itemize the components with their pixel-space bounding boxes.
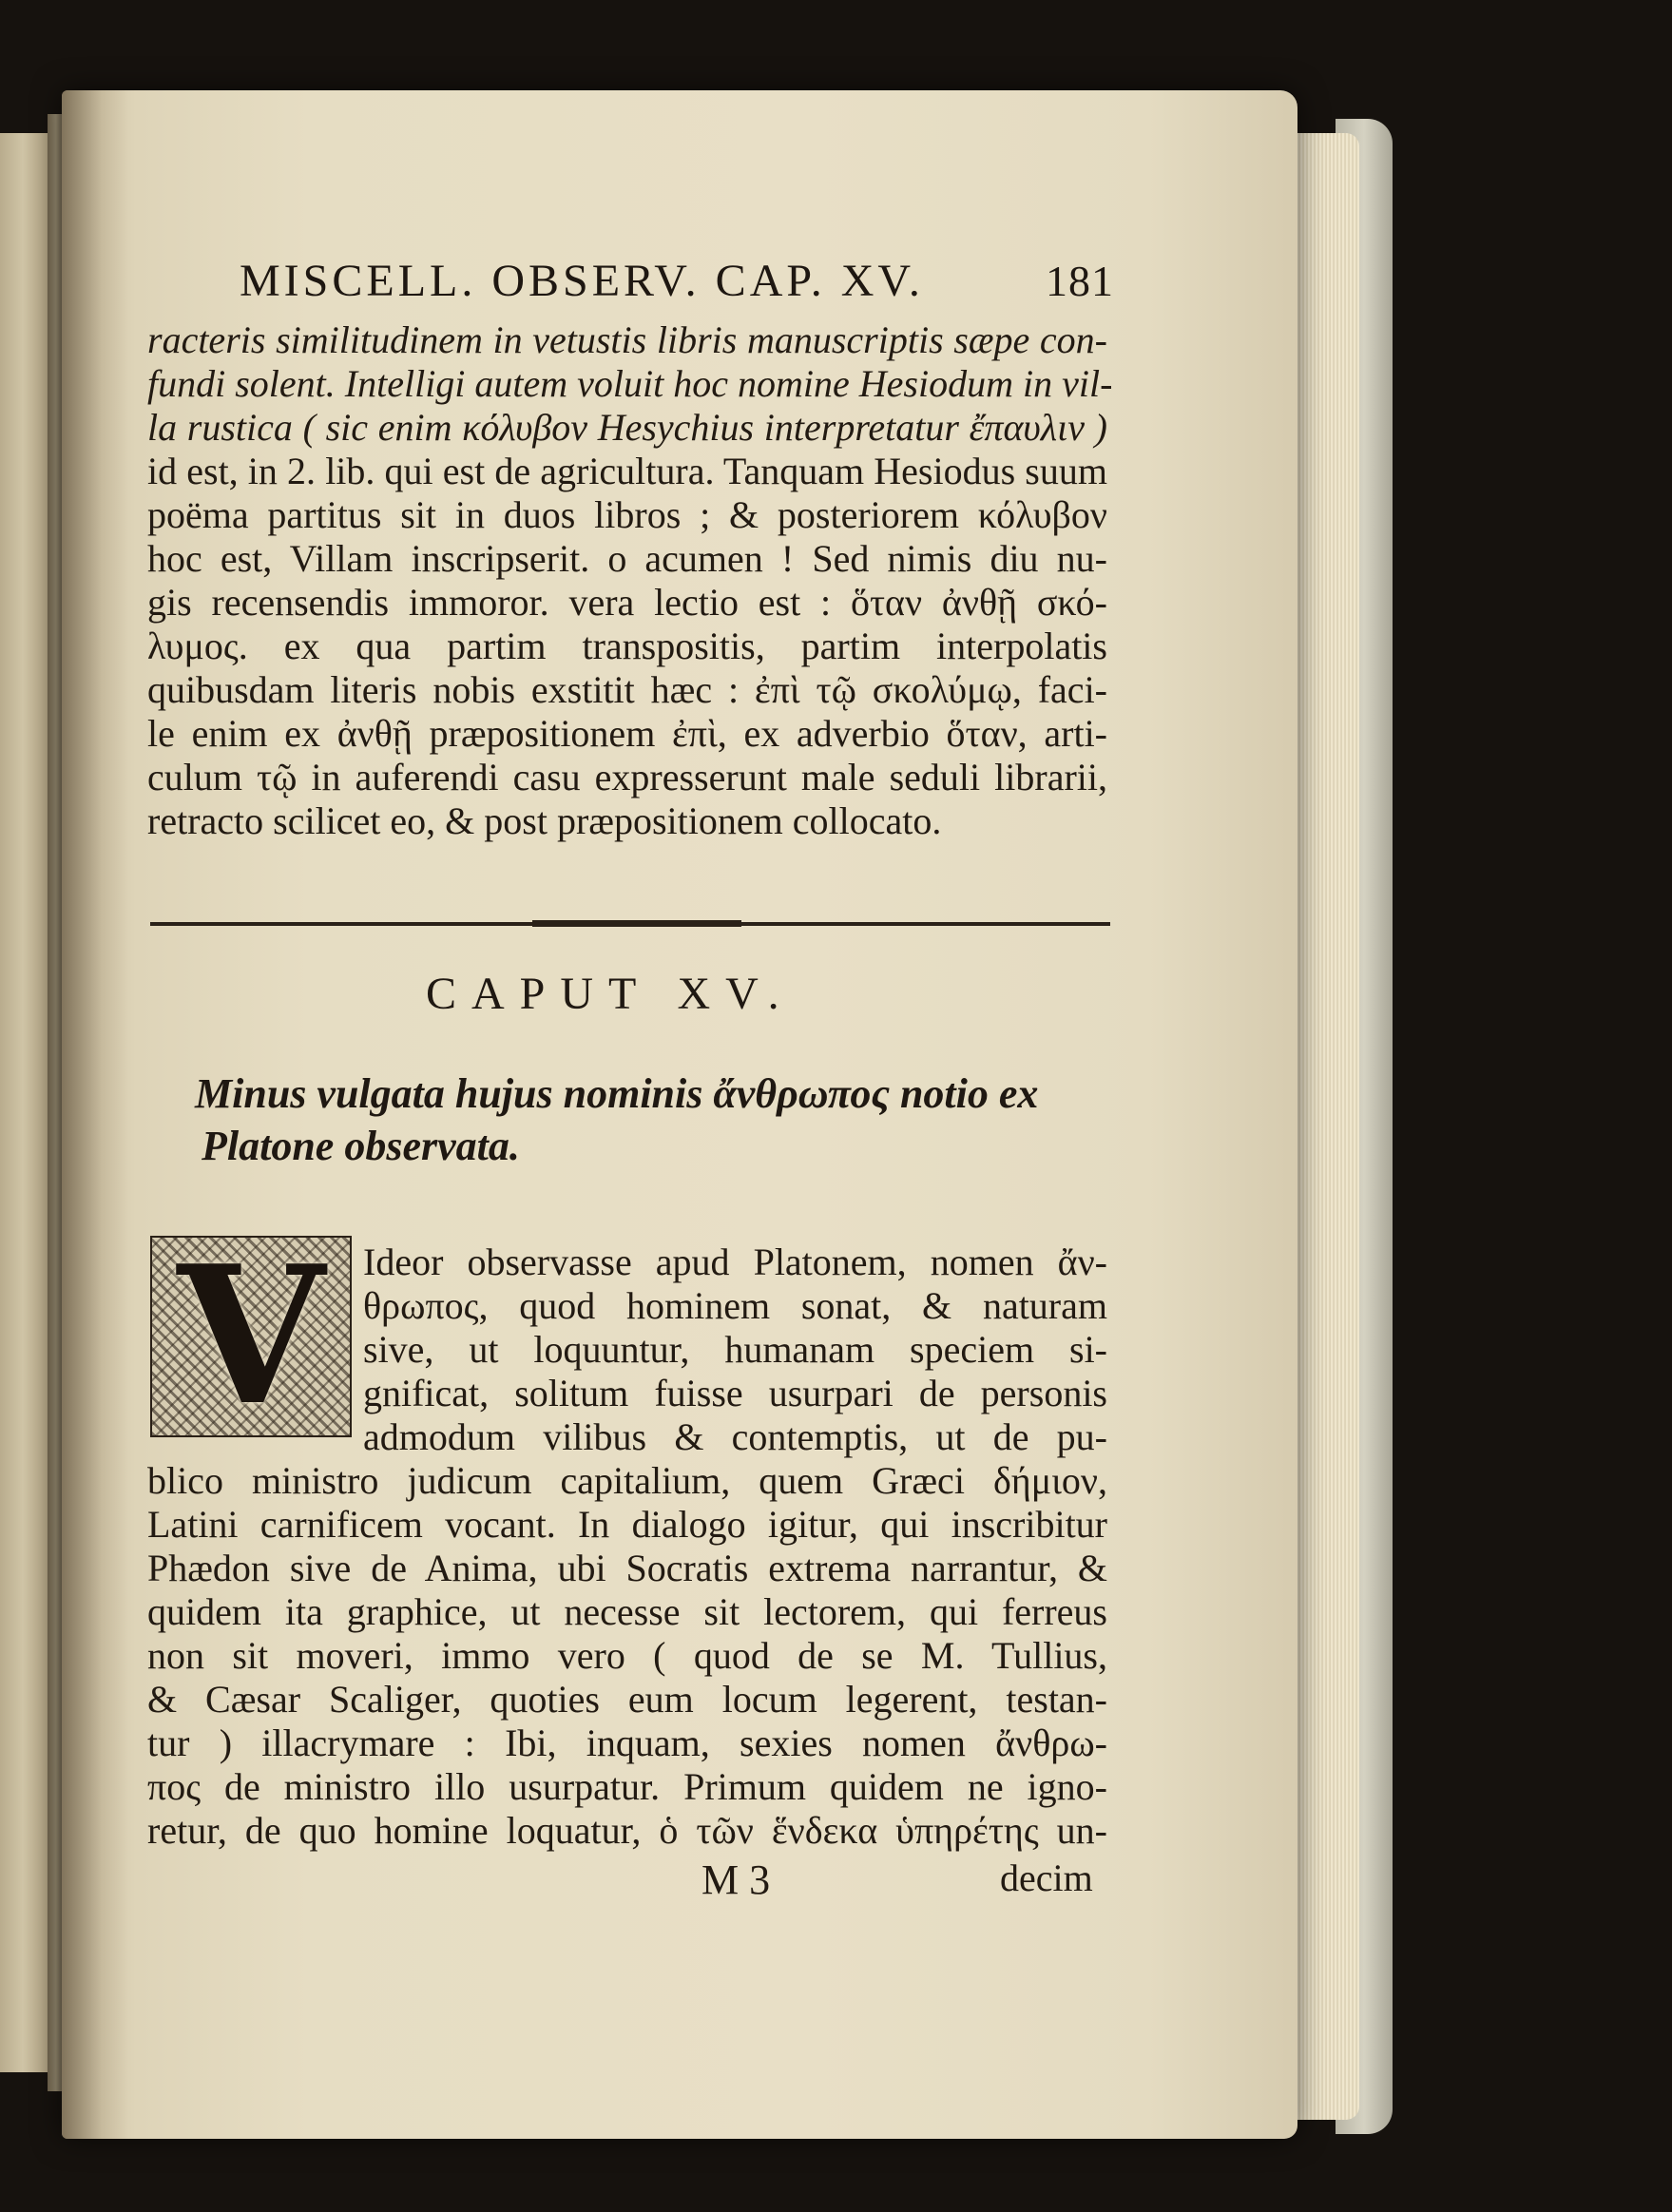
chapter-summary-line-2: Platone observata. (202, 1123, 520, 1169)
running-title: MISCELL. OBSERV. CAP. XV. (240, 256, 924, 306)
initial-letter: V (177, 1224, 325, 1448)
text-line: retracto scilicet eo, & post præpositionem collocato. (147, 799, 942, 842)
signature-mark: M 3 (701, 1856, 771, 1903)
text-line: id est, in 2. lib. qui est de agricultura. Tanquam Hesiodus suum (147, 450, 1107, 492)
running-header (240, 255, 1114, 307)
text-line: racteris similitudinem in vetustis libris manuscriptis sæpe con- (147, 318, 1107, 361)
text-line: gnificat, solitum fuisse usurpari de personis (363, 1372, 1107, 1414)
text-line: λυμος. ex qua partim transpositis, partim interpolatis (147, 625, 1107, 667)
text-line: quidem ita graphice, ut necesse sit lectorem, qui ferreus (147, 1590, 1107, 1633)
text-line: fundi solent. Intelligi autem voluit hoc nomine Hesiodum in vil- (147, 362, 1113, 405)
text-line: Phædon sive de Anima, ubi Socratis extrema narrantur, & (147, 1547, 1107, 1589)
chapter-summary-line-1: Minus vulgata hujus nominis ἄνθρωπος notio ex (195, 1070, 1039, 1117)
decorated-initial (150, 1224, 352, 1448)
text-line: la rustica ( sic enim κόλυβον Hesychius interpretatur ἔπαυλιν ) (147, 406, 1107, 449)
text-line: sive, ut loquuntur, humanam speciem si- (363, 1328, 1107, 1371)
page-gutter-shadow (62, 90, 128, 2139)
chapter-heading: CAPUT XV. (426, 969, 795, 1019)
text-line: admodum vilibus & contemptis, ut de pu- (363, 1415, 1107, 1458)
catchword: decim (1000, 1856, 1093, 1899)
text-line: retur, de quo homine loquatur, ὁ τῶν ἕνδεκα ὑπηρέτης un- (147, 1809, 1107, 1852)
section-rule-ornament (532, 920, 741, 927)
text-line: hoc est, Villam inscripserit. o acumen ! Sed nimis diu nu- (147, 537, 1107, 580)
text-line: Ideor observasse apud Platonem, nomen ἄν- (363, 1241, 1107, 1283)
text-line: & Cæsar Scaliger, quoties eum locum legerent, testan- (147, 1678, 1107, 1721)
text-line: blico ministro judicum capitalium, quem Græci δήμιον, (147, 1459, 1107, 1502)
text-line: non sit moveri, immo vero ( quod de se M. Tullius, (147, 1634, 1107, 1677)
text-line: culum τῷ in auferendi casu expresserunt male seduli librarii, (147, 756, 1107, 798)
text-line: poëma partitus sit in duos libros ; & posteriorem κόλυβον (147, 493, 1107, 536)
text-line: θρωπος, quod hominem sonat, & naturam (363, 1284, 1107, 1327)
text-line: tur ) illacrymare : Ibi, inquam, sexies nomen ἄνθρω- (147, 1722, 1107, 1764)
text-line: le enim ex ἀνθῇ præpositionem ἐπὶ, ex adverbio ὅταν, arti- (147, 712, 1107, 755)
text-line: πος de ministro illo usurpatur. Primum quidem ne igno- (147, 1765, 1107, 1808)
page-number: 181 (1046, 257, 1114, 305)
text-line: Latini carnificem vocant. In dialogo igitur, qui inscribitur (147, 1503, 1107, 1546)
text-line: gis recensendis immoror. vera lectio est : ὅταν ἀνθῇ σκό- (147, 581, 1107, 624)
text-line: quibusdam literis nobis exstitit hæc : ἐπὶ τῷ σκολύμῳ, faci- (147, 668, 1107, 711)
